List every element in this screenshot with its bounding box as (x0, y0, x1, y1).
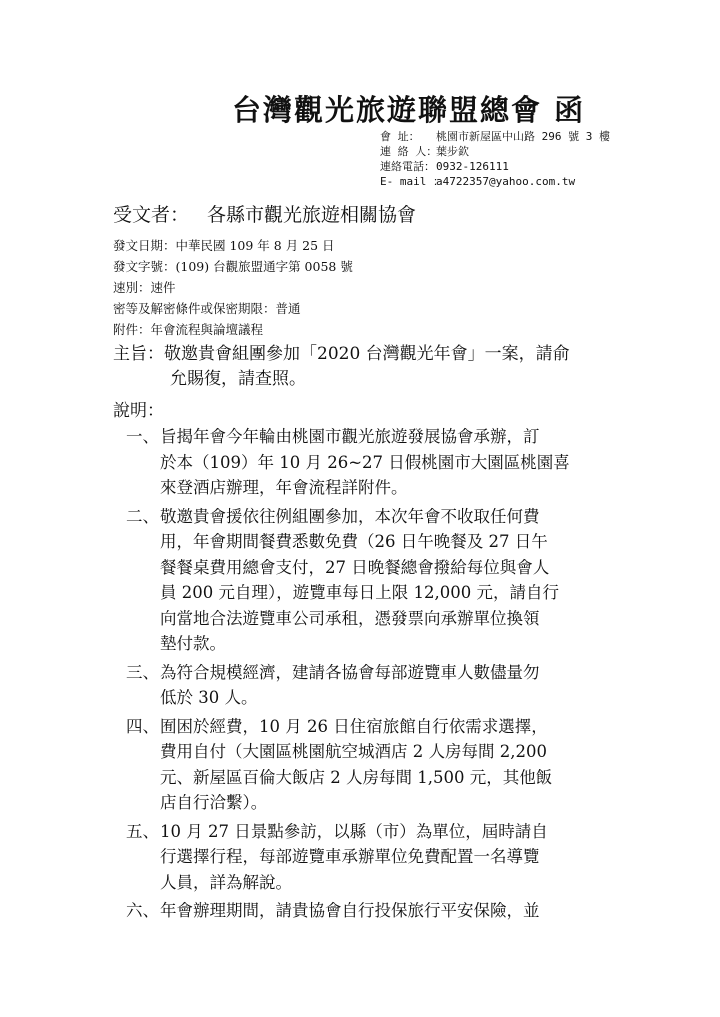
explanation-item-5 (126, 819, 570, 896)
item-number: 一、 (126, 427, 159, 446)
item-line: 行選擇行程，每部遊覽車承辦單位免費配置一名導覽 (160, 847, 540, 866)
contact-block (380, 129, 610, 189)
item-line: 囿困於經費，10 月 26 日住宿旅館自行依需求選擇， (160, 716, 548, 736)
contact-email (380, 174, 610, 189)
document-title: 台灣觀光旅遊聯盟總會 函 (232, 93, 586, 127)
item-line: 費用自付（大園區桃園航空城酒店 2 人房每間 2,200 (160, 742, 547, 761)
item-line: 店自行洽繫）。 (160, 793, 268, 812)
item-line: 員 200 元自理），遊覽車每日上限 12,000 元，請自行 (160, 583, 559, 602)
meta-document-number: 發文字號：(109) 台觀旅盟通字第 0058 號 (113, 259, 353, 274)
item-line: 旨揭年會今年輪由桃園市觀光旅遊發展協會承辦，訂 (160, 427, 540, 446)
item-line: 向當地合法遊覽車公司承租，憑發票向承辦單位換領 (160, 608, 540, 628)
item-line: 墊付款。 (160, 634, 226, 653)
recipient (113, 200, 416, 227)
meta-classification: 密等及解密條件或保密期限：普通 (113, 301, 301, 316)
recipient-value: 各縣市觀光旅遊相關協會 (207, 204, 417, 226)
contact-email-label: E- mail ： (380, 175, 444, 188)
recipient-label: 受文者： (113, 204, 190, 226)
contact-address (380, 129, 610, 144)
item-line: 為符合規模經濟，建請各協會每部遊覽車人數儘量勿 (160, 662, 540, 682)
meta-urgency: 速別：速件 (113, 280, 176, 295)
explanation-item-2 (126, 504, 570, 657)
contact-person-value: 葉步欽 (436, 145, 469, 158)
contact-phone (380, 159, 610, 174)
explanation-item-1 (126, 424, 570, 501)
contact-phone-label: 連絡電話： (380, 160, 435, 173)
explanation-item-3 (126, 660, 570, 711)
meta-attachment: 附件：年會流程與論壇議程 (113, 322, 264, 337)
explanation-item-4 (126, 714, 570, 816)
contact-phone-value: 0932-126111 (436, 160, 509, 173)
contact-person (380, 144, 610, 159)
subject (113, 342, 570, 392)
item-line: 年會辦理期間，請貴協會自行投保旅行平安保險，並 (160, 901, 540, 920)
item-number: 六、 (126, 901, 159, 920)
item-line: 低於 30 人。 (160, 688, 258, 707)
item-line: 敬邀貴會援依往例組團參加，本次年會不收取任何費 (160, 506, 540, 526)
explanation-item-6 (126, 898, 570, 924)
item-line: 用，年會期間餐費悉數免費（26 日午晚餐及 27 日午 (160, 532, 548, 551)
document-meta (113, 235, 353, 340)
item-number: 四、 (126, 716, 159, 736)
item-line: 餐餐桌費用總會支付，27 日晚餐總會撥給每位與會人 (160, 557, 550, 577)
explanation-list (126, 424, 570, 927)
subject-line: 主旨：敬邀貴會組團參加「2020 台灣觀光年會」一案，請俞 (113, 344, 570, 364)
item-number: 五、 (126, 821, 159, 841)
item-line: 元、新屋區百倫大飯店 2 人房每間 1,500 元，其他飯 (160, 767, 553, 787)
contact-address-value: 桃園市新屋區中山路 296 號 3 樓 (436, 130, 610, 143)
explanation-label: 說明： (113, 401, 164, 421)
item-line: 於本（109）年 10 月 26~27 日假桃園市大園區桃園喜 (160, 452, 570, 472)
item-line: 人員，詳為解說。 (160, 872, 292, 892)
item-number: 二、 (126, 506, 159, 526)
contact-email-value: a4722357@yahoo.com.tw (436, 175, 576, 188)
item-number: 三、 (126, 662, 159, 682)
item-line: 10 月 27 日景點參訪，以縣（市）為單位，屆時請自 (160, 821, 548, 841)
subject-line: 允賜復，請查照。 (170, 369, 306, 389)
contact-address-label: 會 址： (380, 130, 420, 143)
item-line: 來登酒店辦理，年會流程詳附件。 (160, 478, 408, 497)
contact-person-label: 連 絡 人： (380, 145, 438, 158)
meta-issue-date: 發文日期：中華民國 109 年 8 月 25 日 (113, 238, 335, 253)
